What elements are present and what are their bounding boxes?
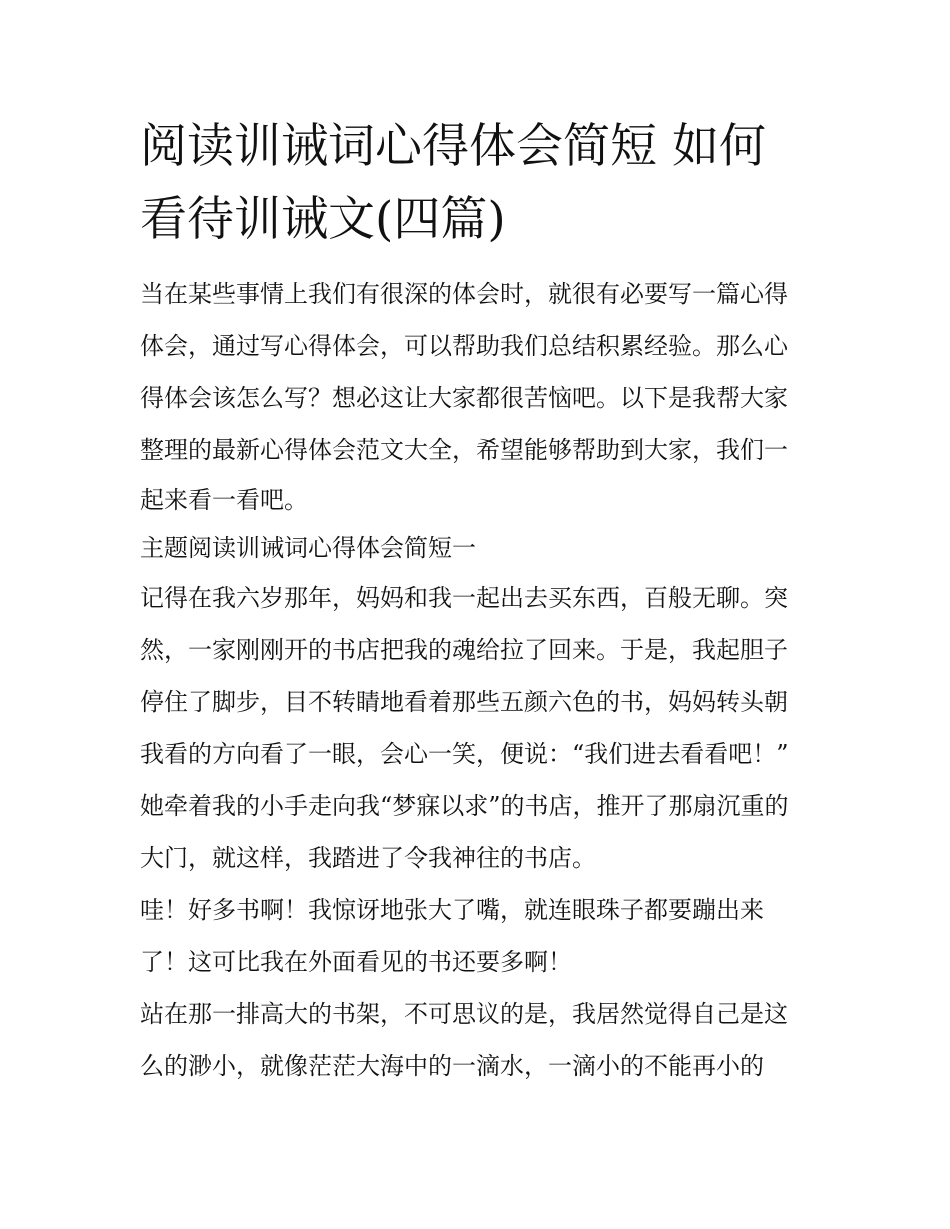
body-line: 得体会该怎么写？想必这让大家都很苦恼吧。以下是我帮大家 — [140, 384, 788, 412]
body-line: 了！这可比我在外面看见的书还要多啊！ — [140, 948, 572, 976]
body-line: 她牵着我的小手走向我“梦寐以求”的书店，推开了那扇沉重的 — [140, 792, 789, 820]
body-line: 我看的方向看了一眼，会心一笑，便说：“我们进去看看吧！” — [140, 740, 789, 768]
body-line: 然，一家刚刚开的书店把我的魂给拉了回来。于是，我起胆子 — [140, 636, 788, 664]
body-line: 停住了脚步，目不转睛地看着那些五颜六色的书，妈妈转头朝 — [140, 688, 788, 716]
title-line-2: 看待训诫文(四篇) — [140, 192, 506, 247]
body-line: 站在那一排高大的书架，不可思议的是，我居然觉得自己是这 — [140, 1000, 788, 1028]
body-line: 体会，通过写心得体会，可以帮助我们总结积累经验。那么心 — [140, 332, 788, 360]
body-line: 大门，就这样，我踏进了令我神往的书店。 — [140, 844, 596, 872]
document-body — [140, 268, 812, 1092]
section-heading: 主题阅读训诫词心得体会简短一 — [140, 534, 476, 562]
body-line: 哇！好多书啊！我惊讶地张大了嘴，就连眼珠子都要蹦出来 — [140, 896, 764, 924]
body-line: 当在某些事情上我们有很深的体会时，就很有必要写一篇心得 — [140, 280, 788, 308]
title-line-1: 阅读训诫词心得体会简短 如何 — [140, 119, 766, 174]
body-line: 起来看一看吧。 — [140, 486, 308, 514]
body-line: 记得在我六岁那年，妈妈和我一起出去买东西，百般无聊。突 — [140, 584, 788, 612]
body-line: 么的渺小，就像茫茫大海中的一滴水，一滴小的不能再小的 — [140, 1052, 764, 1080]
document-page — [140, 110, 812, 1092]
body-line: 整理的最新心得体会范文大全，希望能够帮助到大家，我们一 — [140, 436, 788, 464]
document-title — [140, 110, 812, 256]
